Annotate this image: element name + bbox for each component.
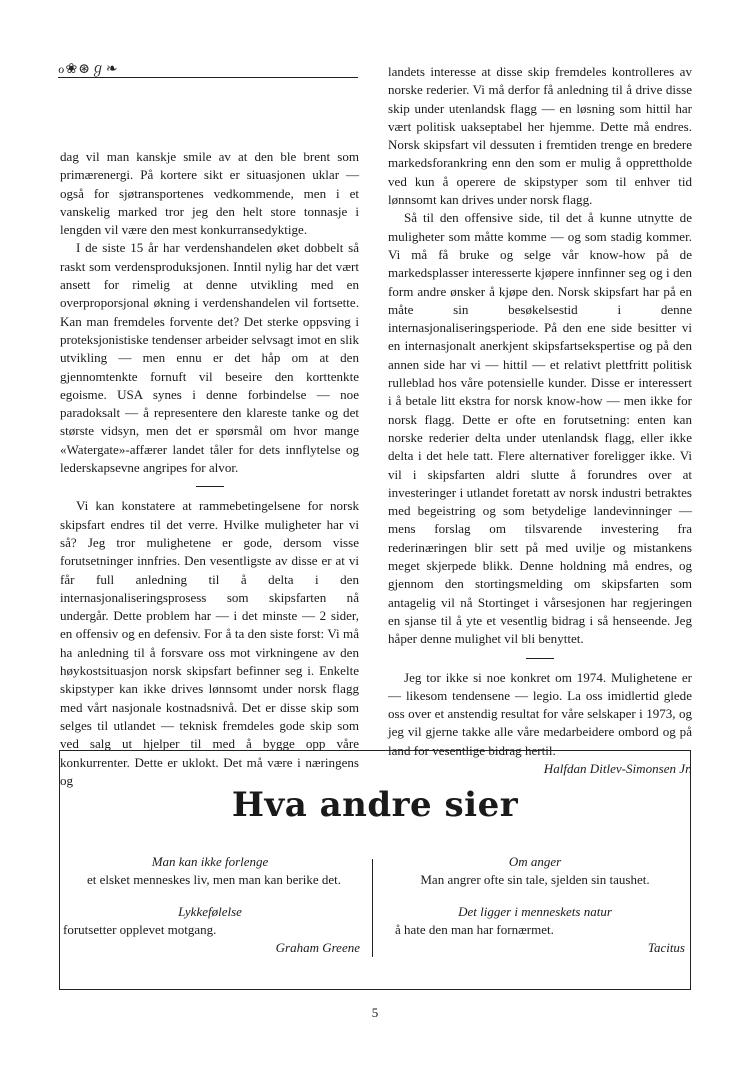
quotes-left [60, 853, 360, 957]
header-ornament: ℴ❀⊛ℊ❧ [58, 61, 119, 77]
quotes-box [59, 750, 691, 990]
quote-text: å hate den man har fornærmet. [395, 922, 554, 937]
quote-text: Man angrer ofte sin tale, sjelden sin taushet. [420, 872, 650, 887]
quote-author: Graham Greene [275, 940, 360, 955]
right-column [388, 63, 692, 778]
section-divider [196, 486, 224, 487]
quote-title: Det ligger i menneskets natur [458, 904, 612, 919]
quote-text: et elsket menneskes liv, men man kan berike det. [86, 872, 342, 887]
paragraph: Vi kan konstatere at rammebetingelsene for norsk skipsfart endres til det verre. Hvilke muligheter har vi så? Jeg tror mulighetene er gode, dersom visse forutsetninger innfries. Den vesentligste av disse er at vi får full anledning til å delta i den internasjonaliseringsprosess som skipsfarten nå undergår. Dette problem har — i det minste — 2 sider, en offensiv og en defensiv. For å ta den siste forst: Vi må ha anledning til å forsvare oss mot virkningene av den høykostsituasjon norsk skipsfart befinner seg i. Enkelte skipstyper kan ikke drives lønnsomt under norsk flagg med vårt nasjonale kostnadsnivå. Det er disse skip som selges til utlandet — teknisk fremdeles gode skip som ved salg ut hjelper til med å bygge opp våre konkurrenter. Dette er uklokt. Det må være i næringens og [60, 498, 359, 788]
paragraph: Så til den offensive side, til det å kunne utnytte de muligheter som måtte komme — og som stadig kommer. Vi må få bruke og selge vår know-how på de markedsplasser interesserte kjøpere innfinner seg og i den form andre ønsker å kjøpe den. Norsk skipsfart har på en måte sin besøkelsestid i denne internasjonaliseringsperiode. På den ene side besitter vi en internasjonalt anerkjent skipsfartsekspertise og på den annen side har vi — hittil — et relativt plettfritt politisk rulleblad hos våre potensielle kunder. Disse er interessert i å betale litt ekstra for norsk know-how — men ikke for norsk flagg. Dette er ofte en forutsetning: enten kan norske rederier delta under utenlandsk flagg, eller ikke delta i det hele tatt. Flere alternativer foreligger ikke. Vi vil i skipsfarten aldri slutte å forundres over at investeringer i utlandet foretatt av norsk industri betraktes med begeistring og som betydelige landevinninger — mens forslag om tilsvarende investering fra rederinæringen blir sett på med uvilje og mistankens meget skjerpede blikk. Denne holdning må endres, og gjennom den stortingsmelding om skipsfarten som antagelig vil nå Stortinget i vårsesjonen har regjeringen en sjanse til å yte et vesentlig bidrag i så henseende. Jeg håper denne mulighet vil bli benyttet. [388, 210, 692, 647]
section-divider [526, 658, 554, 659]
quote-title: Man kan ikke forlenge [151, 854, 269, 869]
quotes-divider [372, 859, 373, 957]
quotes-right [385, 853, 685, 957]
quote-title: Om anger [508, 854, 562, 869]
quote-author: Tacitus [647, 940, 685, 955]
quote-title: Lykkefølelse [178, 904, 242, 919]
page-number: 5 [371, 1005, 379, 1020]
paragraph: landets interesse at disse skip fremdeles kontrolleres av norske rederier. Vi må derfor få anledning til å drive disse skip under utenlandsk flagg — en løsning som hittil har vært politisk uakseptabel her hjemme. Dette må endres. Norsk skipsfart vil dessuten i fremtiden trenge en bredere markedsforankring enn den som er mulig å opprettholde ved kun å operere de skipstyper som til enhver tid lønnsomt kan drives under norsk flagg. [388, 64, 692, 208]
quote-text: forutsetter opplevet motgang. [63, 922, 217, 937]
header-rule [58, 77, 358, 78]
paragraph: Jeg tor ikke si noe konkret om 1974. Mulighetene er — likesom tendensene — legio. La oss imidlertid glede oss over et anstendig resultat for våre selskaper i 1973, og jeg vil gjerne takke alle våre medarbeidere ombord og på land for vesentlige bidrag hertil. [388, 669, 692, 758]
left-column [60, 148, 359, 790]
paragraph: I de siste 15 år har verdenshandelen øket dobbelt så raskt som verdensproduksjonen. Inntil nylig har det vært ansett for rimelig at denne utvikling med en overproporsjonal økning i verdenshandelen vil fortsette. Kan man fremdeles forvente det? Det sterke oppsving i proteksjonistiske tendenser arbeider selvsagt imot en slik utvikling — men ennu er det håp om at den gjennomtenkte fornuft vil beseire den korttenkte egoisme. USA synes i denne forbindelse — noe paradoksalt — å representere den klareste tanke og det største vidsyn, men det er spørsmål om hvor mange «Watergate»-affærer landet tåler for dets innflytelse og lederskapsevne angripes for alvor. [60, 240, 359, 476]
author-signature: Halfdan Ditlev-Simonsen Jr. [543, 760, 692, 776]
paragraph: dag vil man kanskje smile av at den ble brent som primærenergi. På kortere sikt er situasjonen uklar — også for sjøtransportenes vedkommende, men i et vanskelig marked tror jeg den helt store tonnasje i lengden vil være den mest konkurransedyktige. [60, 149, 359, 238]
quotes-box-title: Hva andre sier [231, 785, 519, 825]
